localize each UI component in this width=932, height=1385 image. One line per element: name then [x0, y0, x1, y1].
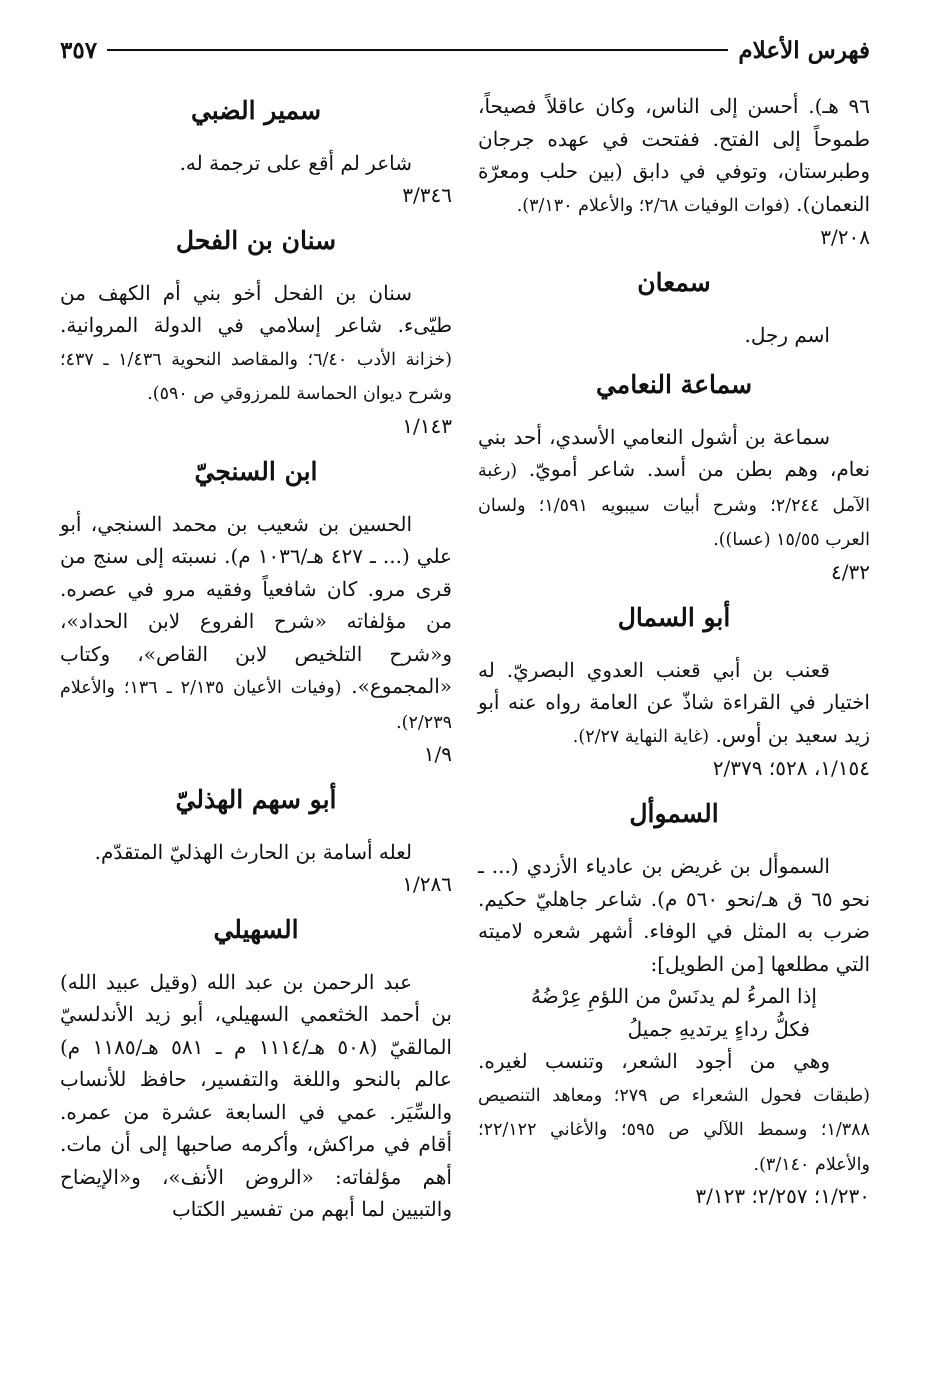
entry [478, 268, 870, 352]
entry [60, 915, 452, 1226]
page-number: ٣٥٧ [60, 36, 98, 64]
entry-refs: ١/٩ [423, 742, 452, 766]
entry [60, 226, 452, 441]
entry-body: اسم رجل. [744, 323, 830, 347]
header-rule [107, 49, 728, 51]
entry-title: السهيلي [213, 914, 299, 944]
entry-body: قعنب بن أبي قعنب العدوي البصريّ. له اختيار في القراءة شاذّ عن العامة رواه عنه أبو زيد سعيد بن أوس. [478, 657, 870, 747]
entry-body: شاعر لم أقع على ترجمة له. [179, 151, 412, 175]
verse-hemistich-2: فكلُّ رداءٍ يرتديهِ جميلُ [627, 1016, 810, 1041]
entry-refs: ٤/٣٢ [831, 559, 870, 584]
entry-refs: ١/٢٣٠؛ ٢/٢٥٧؛ ٣/١٢٣ [695, 1184, 870, 1208]
entry [60, 457, 452, 770]
entry-body: سماعة بن أشول النعامي الأسدي، أحد بني نعام، وهم بطن من أسد. شاعر أمويّ. [478, 424, 871, 481]
poem-verse [478, 980, 870, 1045]
entry-body: الحسين بن شعيب بن محمد السنجي، أبو علي (... ـ ٤٢٧ هـ/١٠٣٦ م). نسبته إلى سنج من قرى مرو. كان شافعياً وفقيه مرو في عصره. من مؤلفاته «شرح الفروع لابن الحداد»، و«شرح التلخيص لابن القاص»، وكتاب «المجموع». [60, 511, 452, 698]
entry [478, 603, 870, 784]
entry-source: (فوات الوفيات ٢/٦٨؛ والأعلام ٣/١٣٠). [516, 195, 790, 216]
entry-source: (وفيات الأعيان ٢/١٣٥ ـ ١٣٦؛ والأعلام ٢/٢٣٩). [60, 678, 452, 733]
entry [478, 370, 870, 587]
entry-body: عبد الرحمن بن عبد الله (وقيل عبيد الله) بن أحمد الخثعمي السهيلي، أبو زيد الأندلسيّ المالقيّ (٥٠٨ هـ/١١١٤ م ـ ٥٨١ هـ/١١٨٥ م) عالم بالنحو واللغة والتفسير، حافظ للأنساب والسِّيَر. عمي في السابعة عشرة من عمره. أقام في مراكش، وأكرمه صاحبها إلى أن مات. أهم مؤلفاته: «الروض الأنف»، و«الإيضاح والتبيين لما أبهم من تفسير الكتاب [60, 969, 452, 1221]
entry-body: سنان بن الفحل أخو بني أم الكهف من طيّىء. شاعر إسلامي في الدولة المروانية. [60, 280, 452, 337]
entry-body: ٩٦ هـ). أحسن إلى الناس، وكان عاقلاً فصيحاً، طموحاً إلى الفتح. ففتحت في عهده جرجان وطبرستان، وتوفي في دابق (بين حلب ومعرّة النعمان). [478, 94, 870, 216]
entry-title: سماعة النعامي [595, 369, 753, 399]
entry [478, 90, 870, 252]
page-header [60, 30, 870, 70]
verse-hemistich-1: إذا المرءُ لم يدنَسْ من اللؤمِ عِرْضُهُ [531, 984, 817, 1008]
right-column [478, 90, 870, 1365]
entry-body: لعله أسامة بن الحارث الهذليّ المتقدّم. [94, 840, 412, 864]
entry-title: سمير الضبي [190, 96, 322, 125]
entry-source: (غاية النهاية ٢/٢٧). [572, 726, 710, 747]
entry-title: أبو سهم الهذليّ [175, 785, 337, 814]
entry-title: سنان بن الفحل [175, 225, 337, 255]
entry-refs: ١/١٥٤، ٥٢٨؛ ٢/٣٧٩ [712, 756, 870, 780]
entry-source: (خزانة الأدب ٦/٤٠؛ والمقاصد النحوية ١/٤٣٦ ـ ٤٣٧؛ وشرح ديوان الحماسة للمرزوقي ص ٥٩٠). [60, 349, 452, 404]
left-column [60, 90, 452, 1365]
entry-refs: ١/١٤٣ [402, 413, 452, 438]
entry-source: (رغبة الآمل ٢/٢٤٤؛ وشرح أبيات سيبويه ١/٥٩١؛ ولسان العرب ١٥/٥٥ (عسا)). [478, 461, 870, 550]
entry-refs: ٣/٢٠٨ [820, 225, 870, 249]
entry-body-continued: وهي من أجود الشعر، وتنسب لغيره. [478, 1049, 830, 1073]
running-title: فهرس الأعلام [738, 36, 870, 64]
entry-title: السموأل [629, 799, 719, 828]
entry-source: (طبقات فحول الشعراء ص ٢٧٩؛ ومعاهد التنصيص ١/٣٨٨؛ وسمط اللآلي ص ٥٩٥؛ والأغاني ٢٢/١٢٢؛ والأعلام ٣/١٤٠). [478, 1085, 870, 1175]
entry [60, 96, 452, 210]
entry [60, 785, 452, 899]
entry-title: سمعان [637, 268, 711, 297]
entry-title: ابن السنجيّ [194, 456, 318, 486]
entry-refs: ١/٢٨٦ [402, 871, 452, 896]
entry-body: السموأل بن غريض بن عادياء الأزدي (... ـ نحو ٦٥ ق هـ/نحو ٥٦٠ م). شاعر جاهليّ حكيم. ضرب به المثل في الوفاء. أشهر شعره لاميته التي مطلعها [من الطويل]: [478, 854, 871, 976]
entry-title: أبو السمال [617, 602, 731, 632]
entry-refs: ٣/٣٤٦ [402, 182, 452, 207]
entry [478, 799, 870, 1211]
